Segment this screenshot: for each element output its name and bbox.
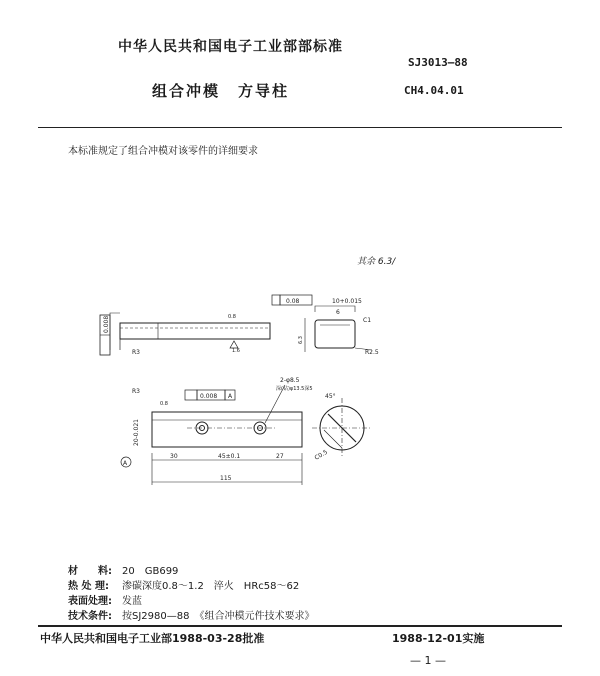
spec-heat-treatment: 热 处 理: 渗碳深度0.8～1.2 淬火 HRc58～62: [68, 581, 300, 592]
spec-surface-treatment: 表面处理: 发蓝: [68, 596, 142, 607]
parallel-datum: A: [228, 393, 233, 400]
ra-08-front: 0.8: [228, 314, 236, 320]
roughness-note: 其余 6.3/: [357, 257, 396, 267]
ra-08-plan: 0.8: [160, 401, 168, 407]
holes-note: 2-φ8.5: [280, 377, 300, 384]
datum-a: A: [123, 460, 128, 467]
holes-note2: 深(钻)φ13.5深5: [276, 386, 313, 392]
header-divider: [38, 127, 562, 128]
detail-view: [312, 393, 372, 462]
approval-line: 中华人民共和国电子工业部1988-03-28批准: [40, 632, 265, 645]
title-main: 组合冲模: [152, 82, 221, 100]
plan-view: [121, 377, 313, 485]
side-dim: 6.3: [298, 336, 304, 344]
footer-divider: [38, 625, 562, 627]
dim-c1: C1: [363, 317, 372, 324]
spec-material: 材 料: 20 GB699: [68, 566, 179, 577]
document-title: [152, 80, 289, 101]
front-view: [100, 313, 270, 356]
dim-10: 10+0.015: [332, 298, 362, 305]
dim-r25: R2.5: [365, 349, 379, 356]
dim-30: 30: [170, 453, 178, 460]
implementation-date: 1988-12-01实施: [392, 632, 485, 645]
ra-16-front: 1.6: [232, 348, 240, 354]
technical-drawing: [80, 270, 410, 500]
label-r3: R3: [132, 349, 140, 356]
dim-c05: C0.5: [313, 448, 329, 462]
title-sub: 方导柱: [238, 82, 290, 100]
standard-number: SJ3013—88: [408, 56, 468, 69]
dim-27: 27: [276, 453, 284, 460]
flatness-tol-left: 0.008: [103, 315, 110, 333]
spec-technical-conditions: 技术条件: 按SJ2980—88 《组合冲模元件技术要求》: [68, 611, 315, 622]
flatness-tol: 0.08: [286, 298, 300, 305]
dim-6: 6: [336, 309, 340, 316]
dim-45: 45±0.1: [218, 453, 241, 460]
ministry-header: 中华人民共和国电子工业部部标准: [118, 39, 343, 55]
page-number: — 1 —: [410, 654, 446, 667]
intro-text: 本标准规定了组合冲模对该零件的详细要求: [68, 146, 258, 157]
class-number: CH4.04.01: [404, 84, 464, 97]
dim-45deg: 45°: [325, 393, 336, 400]
parallel-tol: 0.008: [200, 393, 218, 400]
side-view: [272, 295, 379, 356]
dim-20: 20-0.021: [133, 419, 140, 446]
label-r3-top: R3: [132, 388, 140, 395]
dim-115: 115: [220, 475, 232, 482]
